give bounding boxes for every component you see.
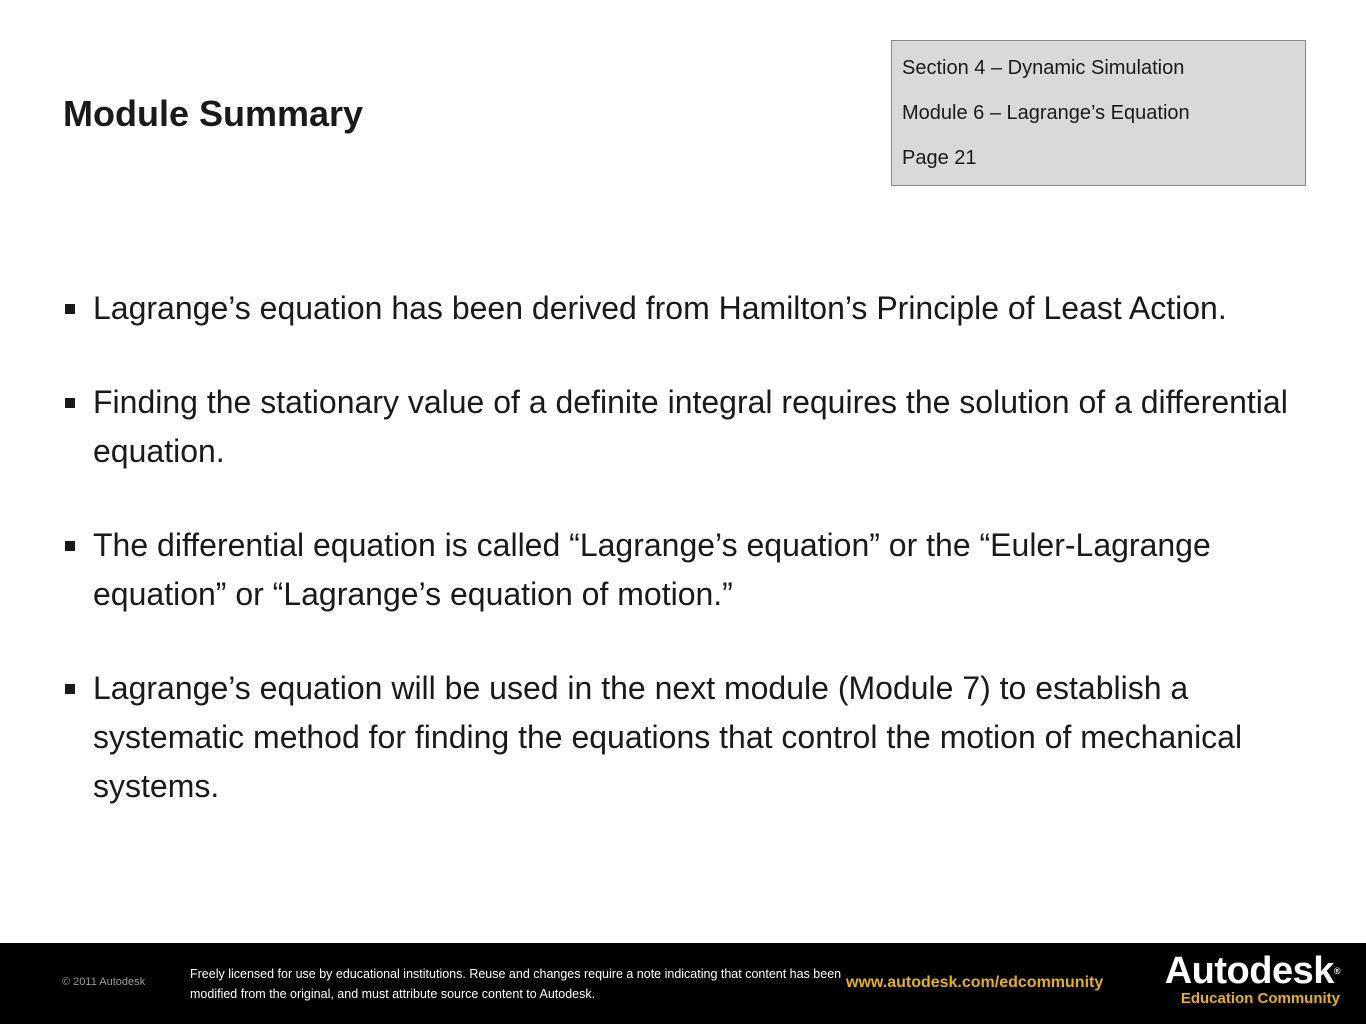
- square-bullet-icon: [65, 304, 75, 314]
- square-bullet-icon: [65, 684, 75, 694]
- page-number: Page 21: [902, 147, 977, 169]
- edcommunity-link[interactable]: www.autodesk.com/edcommunity: [846, 974, 1104, 991]
- brand-tagline: Education Community: [1180, 990, 1340, 1007]
- bullet-text: Lagrange’s equation has been derived from Hamilton’s Principle of Least Action.: [93, 290, 1227, 326]
- slide-title: Module Summary: [63, 93, 364, 134]
- registered-mark: ®: [1333, 966, 1340, 976]
- module-label: Module 6 – Lagrange’s Equation: [902, 102, 1190, 124]
- brand-name-text: Autodesk: [1164, 950, 1334, 992]
- bullet-item: [63, 378, 1293, 476]
- copyright-text: © 2011 Autodesk: [62, 976, 146, 988]
- autodesk-logo: [1160, 949, 1340, 1007]
- square-bullet-icon: [65, 398, 75, 408]
- bullet-item: [63, 664, 1293, 811]
- square-bullet-icon: [65, 541, 75, 551]
- bullet-item: [63, 521, 1293, 619]
- brand-wordmark: [1160, 949, 1340, 993]
- footer-bar: [0, 943, 1366, 1024]
- summary-bullet-list: [63, 284, 1293, 856]
- section-info-box: [891, 40, 1306, 186]
- bullet-text: Finding the stationary value of a definite integral requires the solution of a differential equation.: [93, 384, 1288, 469]
- bullet-item: [63, 284, 1293, 333]
- license-notice: Freely licensed for use by educational institutions. Reuse and changes require a note indicating that content has been modified from the original, and must attribute source content to Autodesk.: [190, 967, 842, 1001]
- bullet-text: Lagrange’s equation will be used in the next module (Module 7) to establish a systematic method for finding the equations that control the motion of mechanical systems.: [93, 670, 1243, 804]
- bullet-text: The differential equation is called “Lagrange’s equation” or the “Euler-Lagrange equation” or “Lagrange’s equation of motion.”: [93, 527, 1211, 612]
- section-label: Section 4 – Dynamic Simulation: [902, 57, 1185, 79]
